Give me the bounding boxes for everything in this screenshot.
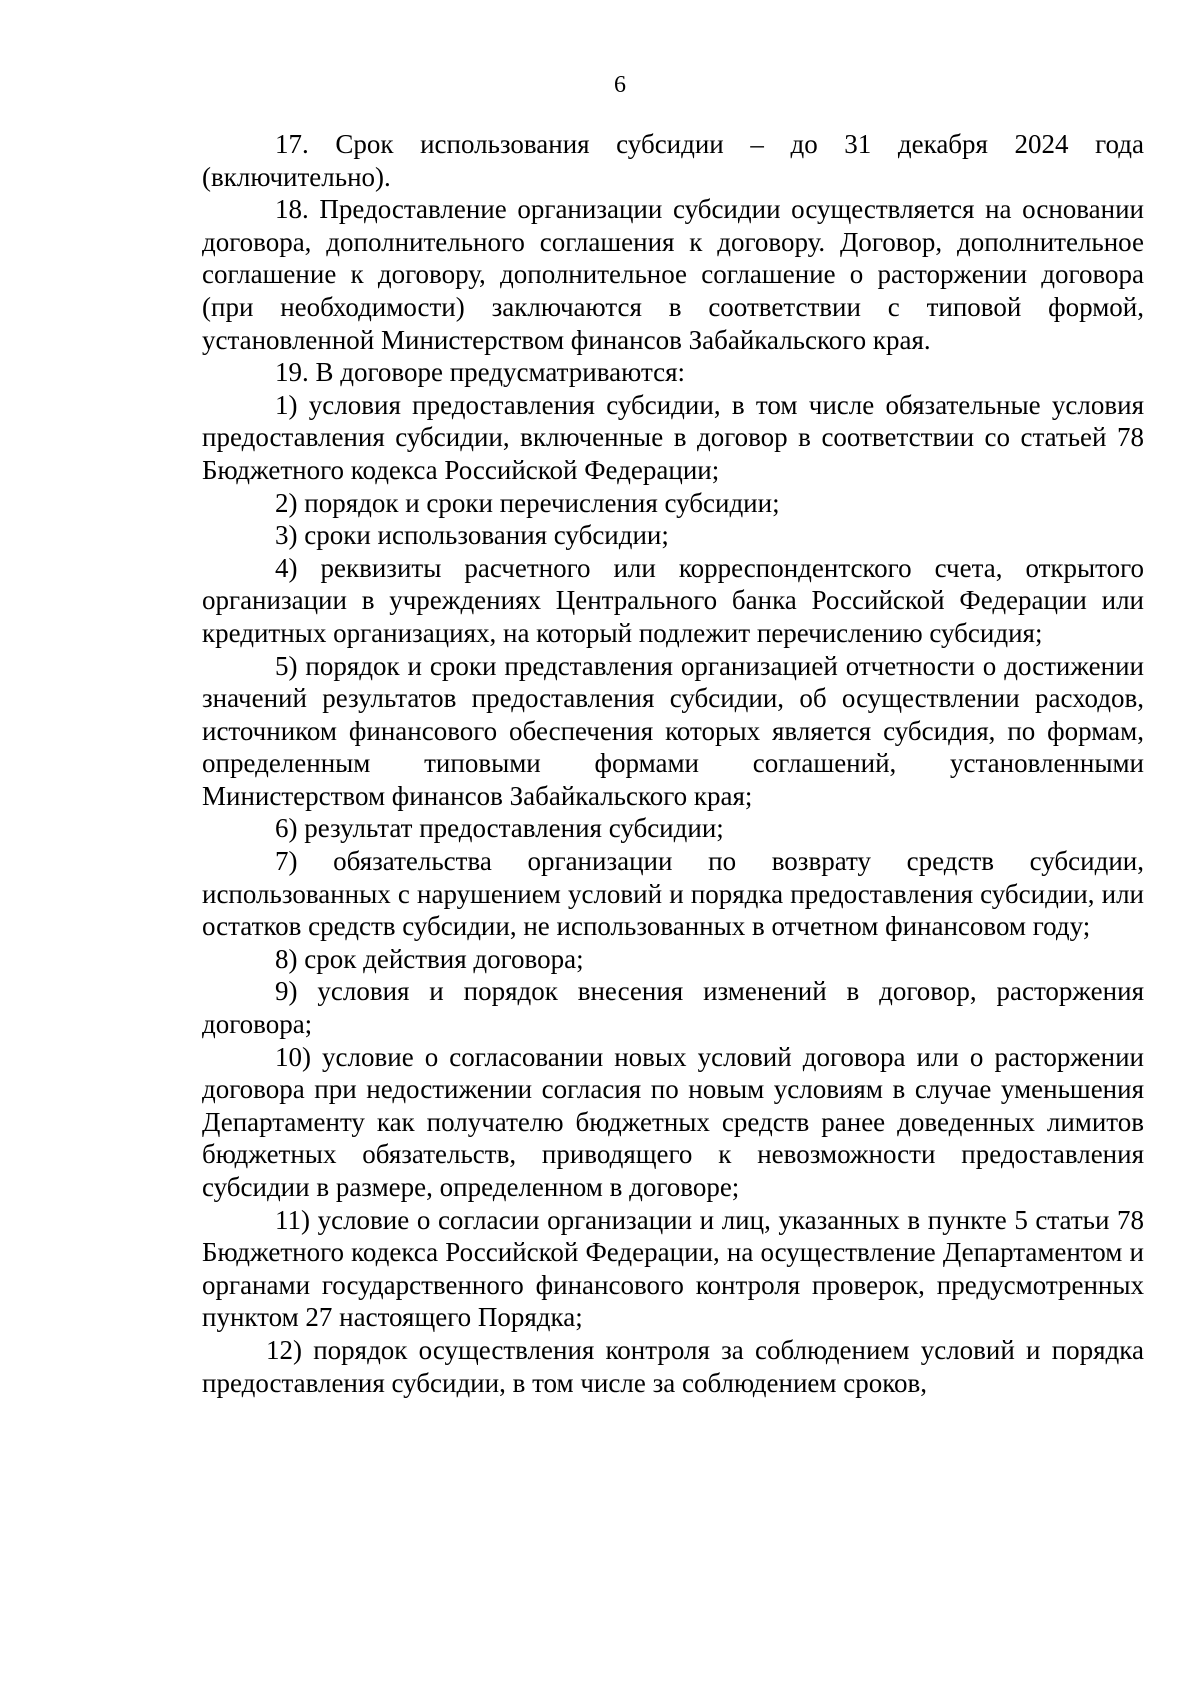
list-item-8: 8) срок действия договора;	[275, 943, 584, 974]
list-item-6: 6) результат предоставления субсидии;	[275, 813, 724, 844]
list-item-1: 1) условия предоставления субсидии, в том числе обязательные условия предоставления субсидии, включенные в договор в соответствии со статьей 78 Бюджетного кодекса Российской Федерации;	[202, 389, 1144, 485]
list-item-3: 3) сроки использования субсидии;	[275, 520, 669, 551]
list-item-4: 4) реквизиты расчетного или корреспондентского счета, открытого организации в учреждениях Центрального банка Российской Федерации или кредитных организациях, на который подлежит перечислению субсидия;	[202, 552, 1144, 648]
paragraph-18: 18. Предоставление организации субсидии осуществляется на основании договора, дополнительного соглашения к договору. Договор, дополнительное соглашение к договору, дополнительное соглашение о расторжении договора (при необходимости) заключаются в соответствии с типовой формой, установленной Министерством финансов Забайкальского края.	[202, 194, 1144, 355]
list-item-9: 9) условия и порядок внесения изменений в договор, расторжения договора;	[202, 976, 1144, 1040]
document-body	[202, 128, 1144, 1399]
list-item-10: 10) условие о согласовании новых условий договора или о расторжении договора при недостижении согласия по новым условиям в случае уменьшения Департаменту как получателю бюджетных средств ранее доведенных лимитов бюджетных обязательств, приводящего к невозможности предоставления субсидии в размере, определенном в договоре;	[202, 1041, 1144, 1202]
list-item-7: 7) обязательства организации по возврату средств субсидии, использованных с нарушением условий и порядка предоставления субсидии, или остатков средств субсидии, не использованных в отчетном финансовом году;	[202, 846, 1144, 942]
page-number: 6	[614, 72, 626, 98]
list-item-2: 2) порядок и сроки перечисления субсидии;	[275, 487, 780, 518]
list-item-12: 12) порядок осуществления контроля за соблюдением условий и порядка предоставления субсидии, в том числе за соблюдением сроков,	[202, 1334, 1144, 1398]
paragraph-19: 19. В договоре предусматриваются:	[275, 357, 685, 388]
list-item-11: 11) условие о согласии организации и лиц, указанных в пункте 5 статьи 78 Бюджетного кодекса Российской Федерации, на осуществление Департаментом и органами государственного финансового контроля проверок, предусмотренных пунктом 27 настоящего Порядка;	[202, 1204, 1144, 1333]
list-item-5: 5) порядок и сроки представления организацией отчетности о достижении значений результатов предоставления субсидии, об осуществлении расходов, источником финансового обеспечения которых является субсидия, по формам, определенным типовыми формами соглашений, установленными Министерством финансов Забайкальского края;	[202, 650, 1144, 811]
paragraph-17: 17. Срок использования субсидии – до 31 декабря 2024 года (включительно).	[202, 129, 1144, 192]
